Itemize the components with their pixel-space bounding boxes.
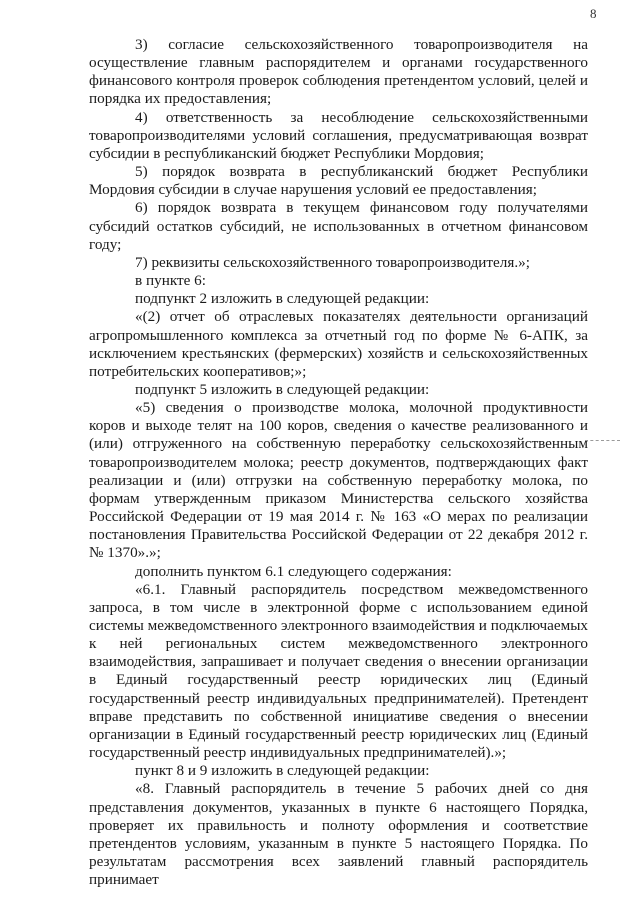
paragraph-subpoint-2: «(2) отчет об отраслевых показателях деятельности организаций агропромышленного комплекса за отчетный год по форме № 6-АПК, за исключением крестьянских (фермерских) хозяйств и сельскохозяйственных потребительских кооперативов;»; [89,308,588,380]
paragraph-points-8-9-intro: пункт 8 и 9 изложить в следующей редакции: [135,762,430,780]
paragraph-item-6: 6) порядок возврата в текущем финансовом году получателями субсидий остатков субсидий, не использованных в отчетном финансовом году; [89,199,588,253]
paragraph-subpoint-5: «5) сведения о производстве молока, молочной продуктивности коров и выходе телят на 100 коров, сведения о качестве реализованного и (или) отгруженного на собственную переработку сельскохозяйственным товаропроизводителем молока; реестр документов, подтверждающих факт реализации и (или) отгрузки на собственную переработку молока, по формам утвержденным приказом Министерства сельского хозяйства Российской Федерации от 19 мая 2014 г. № 163 «О мерах по реализации постановления Правительства Российской Федерации от 22 декабря 2012 г. № 1370».»; [89,399,588,562]
paragraph-item-5: 5) порядок возврата в республиканский бюджет Республики Мордовия субсидии в случае нарушения условий ее предоставления; [89,163,588,199]
document-body [89,36,588,889]
paragraph-item-7: 7) реквизиты сельскохозяйственного товаропроизводителя.»; [135,253,530,271]
paragraph-subpoint-2-intro: подпункт 2 изложить в следующей редакции: [135,290,430,308]
paragraph-item-3: 3) согласие сельскохозяйственного товаропроизводителя на осуществление главным распорядителем и органами государственного финансового контроля проверок соблюдения претендентом условий, целей и порядка их предоставления; [89,36,588,108]
scan-artifact-line [585,440,620,441]
paragraph-item-4: 4) ответственность за несоблюдение сельскохозяйственными товаропроизводителями условий соглашения, предусматривающая возврат субсидии в республиканский бюджет Республики Мордовия; [89,108,588,162]
paragraph-point-6-1: «6.1. Главный распорядитель посредством межведомственного запроса, в том числе в электронной форме с использованием единой системы межведомственного электронного взаимодействия и подключаемых к ней региональных систем межведомственного электронного взаимодействия, запрашивает и получает сведения о внесении организации в Единый государственный реестр юридических лиц (Единый государственный реестр индивидуальных предпринимателей). Претендент вправе представить по собственной инициативе сведения о внесении организации в Единый государственный реестр юридических лиц (Единый государственный реестр индивидуальных предпринимателей).»; [89,580,588,762]
paragraph-point-6: в пункте 6: [135,272,206,290]
page-number: 8 [590,6,597,21]
paragraph-subpoint-5-intro: подпункт 5 изложить в следующей редакции: [135,380,430,398]
paragraph-point-8: «8. Главный распорядитель в течение 5 рабочих дней со дня представления документов, указанных в пункте 6 настоящего Порядка, проверяет их правильность и полноту оформления и соответствие претендентов условиям, указанным в пункте 5 настоящего Порядка. По результатам рассмотрения всех заявлений главный распорядитель принимает [89,780,588,889]
paragraph-point-6-1-intro: дополнить пунктом 6.1 следующего содержания: [135,562,452,580]
